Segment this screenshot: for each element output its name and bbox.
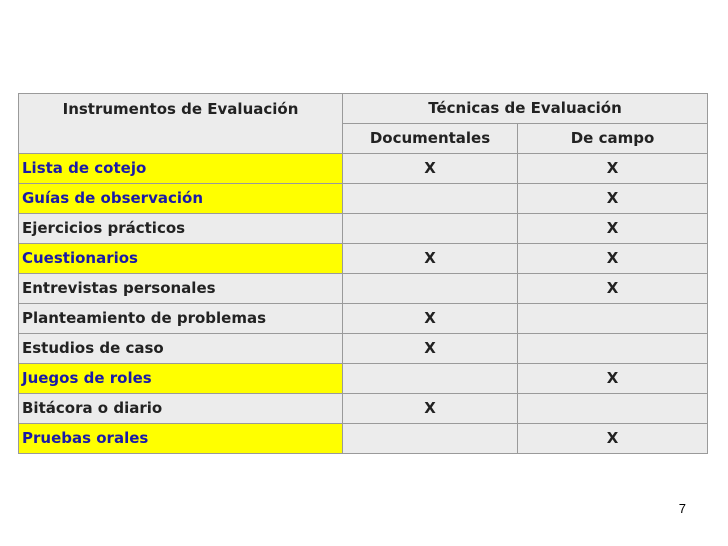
instrument-name: Pruebas orales (19, 424, 343, 454)
table-row (19, 394, 708, 424)
de-campo-mark: X (518, 364, 708, 394)
de-campo-mark: X (518, 214, 708, 244)
table-body (19, 154, 708, 454)
documentales-mark (343, 184, 518, 214)
header-techniques: Técnicas de Evaluación (343, 94, 708, 124)
table-row (19, 304, 708, 334)
header-de-campo: De campo (518, 124, 708, 154)
de-campo-mark: X (518, 244, 708, 274)
table-row (19, 184, 708, 214)
table-row (19, 244, 708, 274)
documentales-mark: X (343, 334, 518, 364)
header-row (19, 94, 708, 124)
de-campo-mark: X (518, 424, 708, 454)
instrument-name: Guías de observación (19, 184, 343, 214)
de-campo-mark: X (518, 154, 708, 184)
table-row (19, 364, 708, 394)
documentales-mark: X (343, 394, 518, 424)
instrument-name: Ejercicios prácticos (19, 214, 343, 244)
header-instruments: Instrumentos de Evaluación (19, 94, 343, 154)
instrument-name: Estudios de caso (19, 334, 343, 364)
instrument-name: Juegos de roles (19, 364, 343, 394)
de-campo-mark (518, 334, 708, 364)
table-row (19, 334, 708, 364)
table-row (19, 154, 708, 184)
documentales-mark (343, 364, 518, 394)
de-campo-mark (518, 394, 708, 424)
instrument-name: Bitácora o diario (19, 394, 343, 424)
table-row (19, 274, 708, 304)
documentales-mark: X (343, 244, 518, 274)
instrument-name: Entrevistas personales (19, 274, 343, 304)
de-campo-mark: X (518, 184, 708, 214)
documentales-mark: X (343, 154, 518, 184)
de-campo-mark (518, 304, 708, 334)
instrument-name: Cuestionarios (19, 244, 343, 274)
table-row (19, 214, 708, 244)
table-row (19, 424, 708, 454)
instrument-name: Lista de cotejo (19, 154, 343, 184)
header-documentales: Documentales (343, 124, 518, 154)
documentales-mark (343, 214, 518, 244)
documentales-mark (343, 424, 518, 454)
evaluation-table (18, 93, 708, 454)
documentales-mark (343, 274, 518, 304)
page-number: 7 (678, 501, 686, 516)
de-campo-mark: X (518, 274, 708, 304)
documentales-mark: X (343, 304, 518, 334)
instrument-name: Planteamiento de problemas (19, 304, 343, 334)
